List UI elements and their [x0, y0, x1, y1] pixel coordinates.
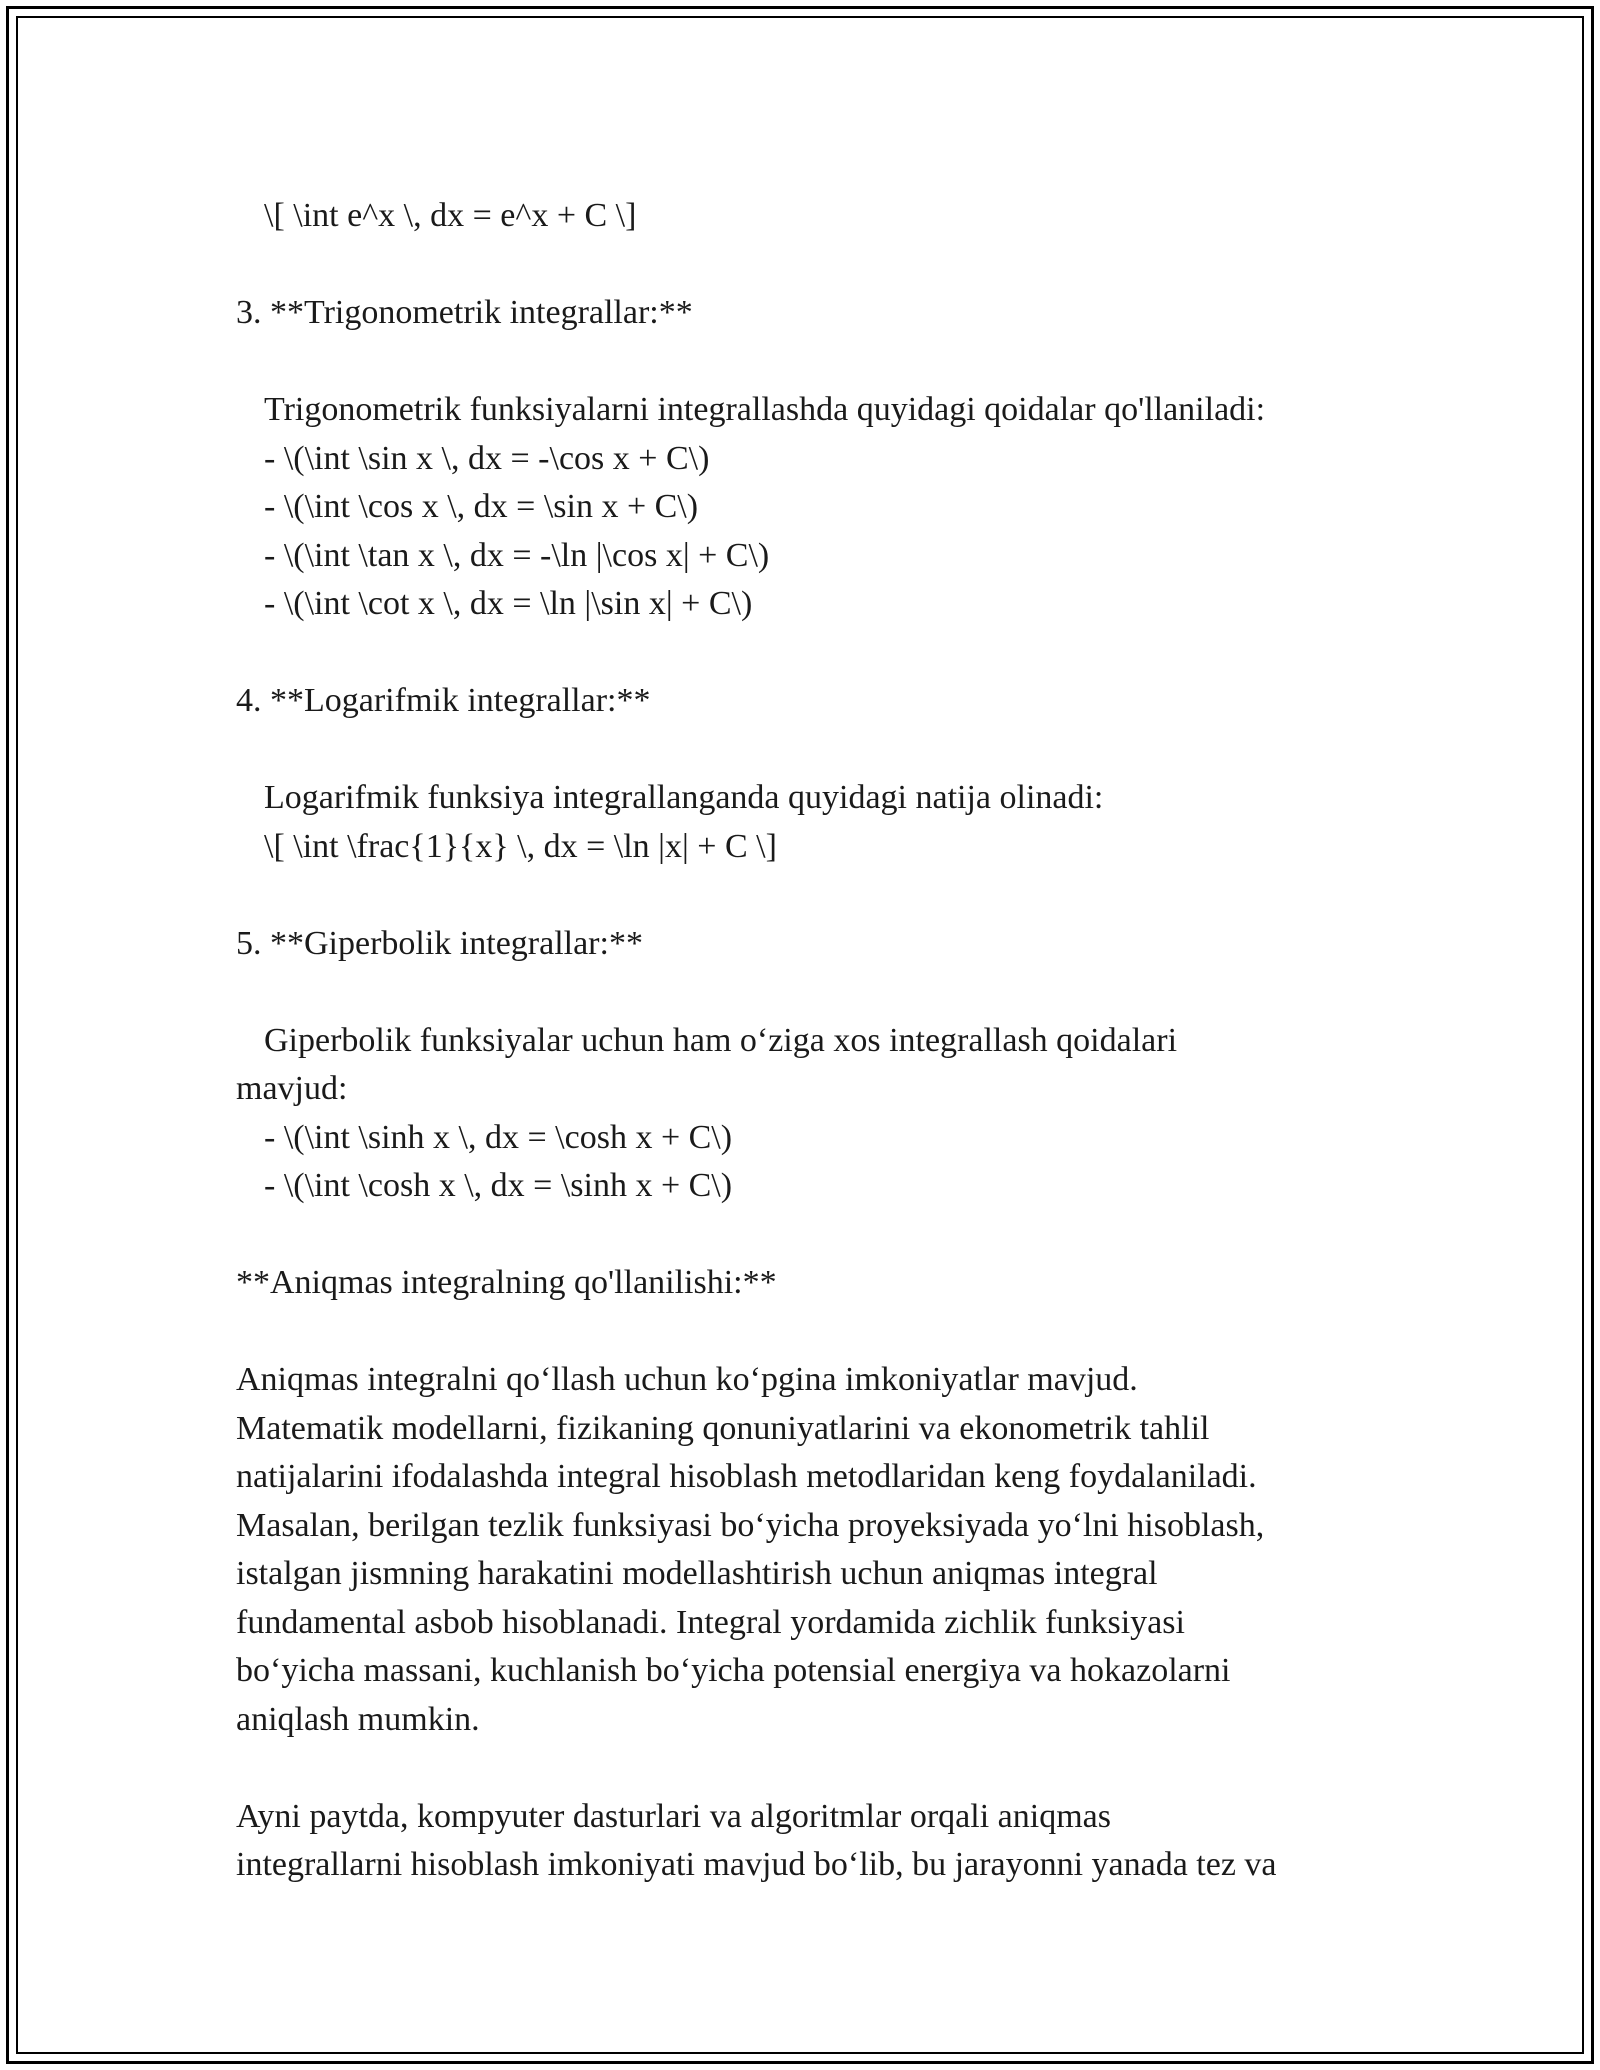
hyperbolic-rule-cosh: - \(\int \cosh x \, dx = \sinh x + C\)	[264, 1167, 733, 1204]
spacer	[236, 1744, 1406, 1793]
spacer	[236, 241, 1406, 290]
spacer	[236, 726, 1406, 775]
application-paragraph-1-line: bo‘yicha massani, kuchlanish bo‘yicha potensial energiya va hokazolarni	[236, 1652, 1231, 1689]
section-3-heading: 3. **Trigonometrik integrallar:**	[236, 294, 693, 331]
application-paragraph-2-line: Ayni paytda, kompyuter dasturlari va algoritmlar orqali aniqmas	[236, 1797, 1111, 1835]
spacer	[236, 871, 1406, 920]
exponential-formula: \[ \int e^x \, dx = e^x + C \]	[264, 197, 637, 234]
application-heading: **Aniqmas integralning qo'llanilishi:**	[236, 1264, 777, 1301]
section-5-heading: 5. **Giperbolik integrallar:**	[236, 924, 643, 962]
application-paragraph-1-line: natijalarini ifodalashda integral hisoblash metodlaridan keng foydalaniladi.	[236, 1458, 1257, 1495]
section-5-intro-line-1: Giperbolik funksiyalar uchun ham o‘ziga xos integrallash qoidalari	[264, 1021, 1178, 1059]
document-body	[236, 192, 1406, 1890]
hyperbolic-rule-sinh: - \(\int \sinh x \, dx = \cosh x + C\)	[264, 1118, 733, 1156]
trig-rule-tan: - \(\int \tan x \, dx = -\ln |\cos x| + C\)	[264, 536, 770, 574]
application-paragraph-1-line: Masalan, berilgan tezlik funksiyasi bo‘yicha proyeksiyada yo‘lni hisoblash,	[236, 1506, 1265, 1544]
spacer	[236, 629, 1406, 678]
trig-rule-sin: - \(\int \sin x \, dx = -\cos x + C\)	[264, 439, 710, 477]
spacer	[236, 1308, 1406, 1357]
application-paragraph-1-line: istalgan jismning harakatini modellashtirish uchun aniqmas integral	[236, 1555, 1158, 1592]
application-paragraph-1-line: fundamental asbob hisoblanadi. Integral yordamida zichlik funksiyasi	[236, 1603, 1185, 1641]
application-paragraph-1-line: aniqlash mumkin.	[236, 1700, 480, 1738]
spacer	[236, 968, 1406, 1017]
section-4-intro: Logarifmik funksiya integrallanganda quyidagi natija olinadi:	[264, 779, 1104, 816]
trig-rule-cos: - \(\int \cos x \, dx = \sin x + C\)	[264, 488, 699, 525]
section-4-heading: 4. **Logarifmik integrallar:**	[236, 682, 651, 719]
application-paragraph-1-line: Aniqmas integralni qo‘llash uchun ko‘pgina imkoniyatlar mavjud.	[236, 1361, 1138, 1398]
spacer	[236, 1211, 1406, 1260]
spacer	[236, 338, 1406, 387]
application-paragraph-1-line: Matematik modellarni, fizikaning qonuniyatlarini va ekonometrik tahlil	[236, 1409, 1210, 1447]
logarithmic-formula: \[ \int \frac{1}{x} \, dx = \ln |x| + C \]	[264, 827, 777, 865]
application-paragraph-2-line: integrallarni hisoblash imkoniyati mavjud bo‘lib, bu jarayonni yanada tez va	[236, 1846, 1277, 1883]
section-5-intro-line-2: mavjud:	[236, 1070, 348, 1107]
section-3-intro: Trigonometrik funksiyalarni integrallashda quyidagi qoidalar qo'llaniladi:	[264, 391, 1266, 428]
trig-rule-cot: - \(\int \cot x \, dx = \ln |\sin x| + C\)	[264, 585, 753, 622]
